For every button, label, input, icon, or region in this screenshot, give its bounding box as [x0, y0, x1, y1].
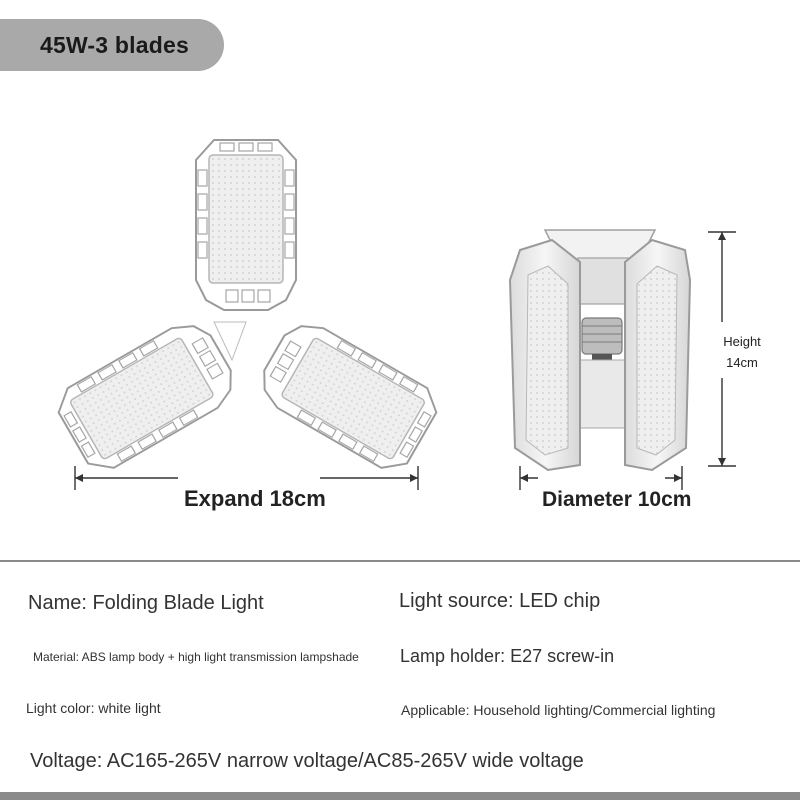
folded-lamp [510, 230, 690, 470]
diameter-dimension-arrow [520, 466, 682, 490]
spec-light-color: Light color: white light [26, 700, 161, 716]
e27-screw-base [582, 318, 622, 366]
height-label-line2: 14cm [726, 355, 758, 370]
spec-lamp-holder: Lamp holder: E27 screw-in [400, 646, 615, 666]
spec-material: Material: ABS lamp body + high light transmission lampshade [33, 650, 359, 664]
variant-label: 45W-3 blades [40, 31, 189, 58]
spec-light-source: Light source: LED chip [399, 590, 601, 612]
spec-applicable: Applicable: Household lighting/Commercial lighting [401, 702, 716, 718]
spec-voltage: Voltage: AC165-265V narrow voltage/AC85-265V wide voltage [30, 750, 584, 772]
height-dimension-label [718, 331, 766, 373]
bottom-bar [0, 792, 800, 800]
expanded-lamp [50, 140, 444, 478]
spec-name: Name: Folding Blade Light [28, 592, 264, 614]
height-label-line1: Height [723, 334, 761, 349]
diameter-dimension-label: Diameter 10cm [542, 488, 692, 511]
section-divider [0, 560, 800, 562]
expand-dimension-label: Expand 18cm [184, 486, 326, 511]
